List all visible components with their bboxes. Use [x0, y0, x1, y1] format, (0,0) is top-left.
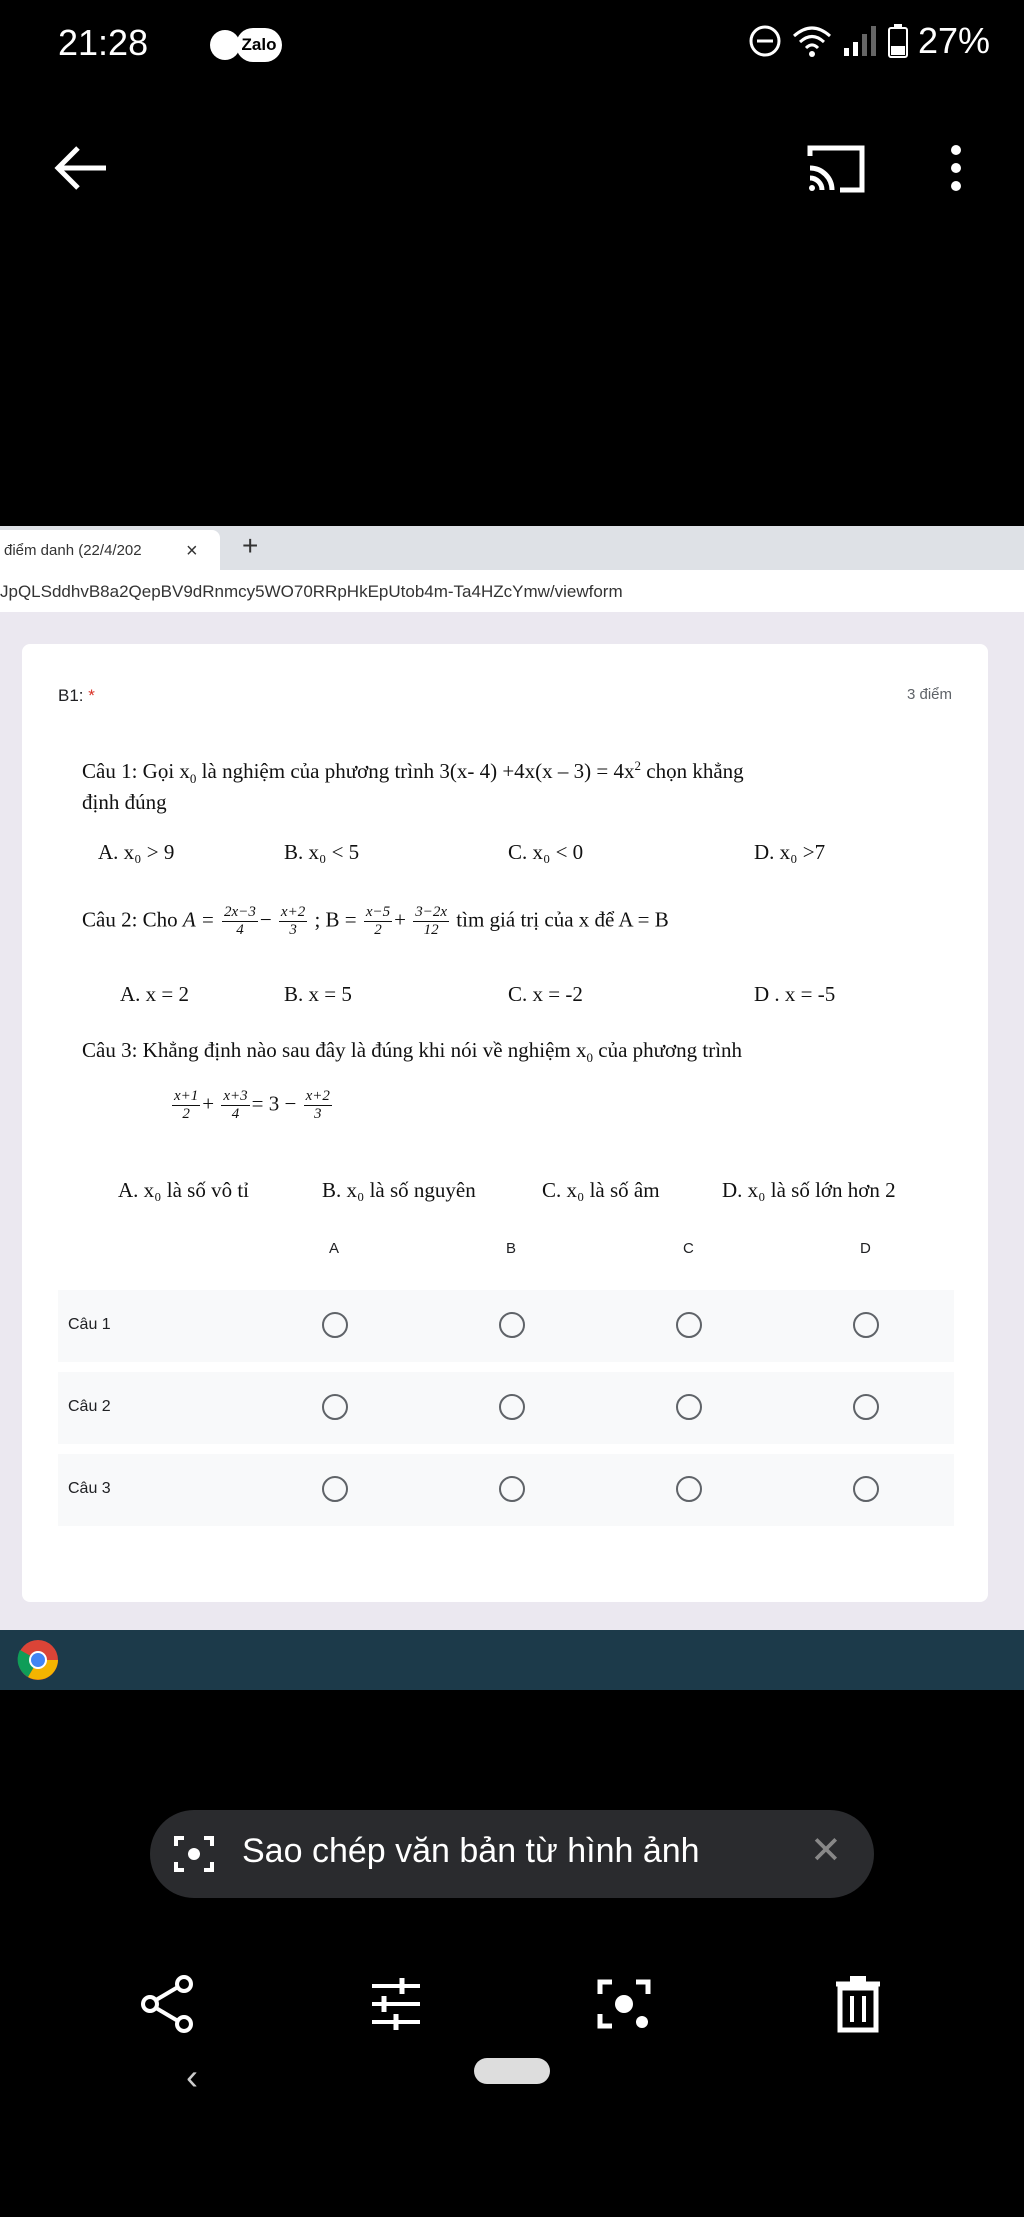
radio-cau1-a[interactable] — [322, 1312, 348, 1338]
wifi-icon — [792, 24, 832, 58]
radio-cau2-b[interactable] — [499, 1394, 525, 1420]
cau3-option-a: A. x₀ là số vô tỉ — [118, 1178, 249, 1202]
cau1-text-2: định đúng — [82, 790, 167, 814]
required-mark: * — [88, 686, 95, 705]
points-label: 3 điểm — [906, 686, 952, 703]
grid-row-label: Câu 2 — [68, 1398, 111, 1415]
cau2-text: Câu 2: Cho A = $\frac{2x-3}{4}$ − $\frac{x+2}{3}$ ; B = $\frac{x-5}{2}$ + $\frac{3-2x}{12}$ tìm giá trị của x để A = B — [82, 904, 669, 938]
grid-row-label: Câu 3 — [68, 1480, 111, 1497]
nav-back-button[interactable]: ‹ — [186, 2056, 198, 2097]
close-icon[interactable]: ✕ — [810, 1830, 842, 1872]
radio-cau3-a[interactable] — [322, 1476, 348, 1502]
cau1-option-c: C. x₀ < 0 — [508, 840, 584, 864]
cau2-option-d: D . x = -5 — [754, 982, 836, 1006]
battery-percent: 27% — [917, 20, 990, 61]
back-arrow-icon[interactable] — [44, 138, 114, 198]
more-vert-icon[interactable] — [936, 138, 976, 198]
cau1-option-b: B. x₀ < 5 — [284, 840, 360, 864]
grid-col-d: D — [860, 1240, 871, 1257]
browser-tab[interactable] — [0, 530, 220, 570]
question-title: B1: * — [58, 686, 95, 705]
new-tab-button[interactable]: + — [242, 530, 259, 561]
lens-text-icon — [170, 1830, 218, 1878]
zalo-icon: Zalo — [236, 28, 282, 62]
nav-home-pill[interactable] — [474, 2058, 550, 2084]
cau3-option-d: D. x₀ là số lớn hơn 2 — [722, 1178, 896, 1202]
cau2-option-a: A. x = 2 — [120, 982, 190, 1006]
dnd-icon — [748, 24, 782, 58]
cau3-text: Câu 3: Khẳng định nào sau đây là đúng khi nói về nghiệm $x_0$ của phương trình — [82, 1038, 743, 1066]
cau2-option-b: B. x = 5 — [284, 982, 352, 1006]
cast-icon[interactable] — [800, 138, 870, 198]
grid-row-cau1 — [58, 1290, 954, 1362]
grid-row-cau3 — [58, 1454, 954, 1526]
grid-row-label: Câu 1 — [68, 1316, 111, 1333]
radio-cau1-b[interactable] — [499, 1312, 525, 1338]
cau1-text: Câu 1: Gọi $x_0$ là nghiệm của phương trình 3(x- $4) +4x(x - 3) = 4x^2$ chọn khẳng — [82, 758, 744, 787]
address-bar[interactable] — [0, 570, 1024, 613]
tune-icon[interactable] — [364, 1972, 428, 2036]
cau1-option-d: D. x₀ >7 — [754, 840, 826, 864]
delete-icon[interactable] — [826, 1972, 890, 2036]
copy-text-label: Sao chép văn bản từ hình ảnh — [242, 1832, 700, 1870]
radio-cau2-d[interactable] — [853, 1394, 879, 1420]
url-text: JpQLSddhvB8a2QepBV9dRnmcy5WO70RRpHkEpUtob4m-Ta4HZcYmw/viewform — [0, 582, 623, 601]
grid-col-b: B — [506, 1240, 517, 1257]
radio-cau3-d[interactable] — [853, 1476, 879, 1502]
status-icons — [748, 20, 990, 62]
radio-cau3-c[interactable] — [676, 1476, 702, 1502]
grid-col-c: C — [683, 1240, 694, 1257]
chrome-icon — [16, 1638, 60, 1682]
cau3-option-b: B. x₀ là số nguyên — [322, 1178, 476, 1202]
tab-bar — [0, 526, 1024, 570]
radio-cau2-a[interactable] — [322, 1394, 348, 1420]
taskbar-strip — [0, 1630, 1024, 1690]
cau3-option-c: C. x₀ là số âm — [542, 1178, 660, 1202]
lens-icon[interactable] — [592, 1972, 656, 2036]
radio-cau3-b[interactable] — [499, 1476, 525, 1502]
signal-icon — [842, 24, 878, 58]
battery-icon — [888, 24, 908, 58]
cau2-option-c: C. x = -2 — [508, 982, 583, 1006]
grid-col-a: A — [329, 1240, 340, 1257]
browser-screenshot — [0, 526, 1024, 1690]
radio-cau1-d[interactable] — [853, 1312, 879, 1338]
status-time: 21:28 — [58, 22, 149, 63]
cau3-equation: $\frac{x+1}{2}$ + $\frac{x+3}{4}$ = 3 − $\frac{x+2}{3}$ — [174, 1088, 330, 1122]
share-icon[interactable] — [136, 1972, 200, 2036]
cau1-option-a: A. x₀ > 9 — [98, 840, 175, 864]
tab-close-icon[interactable]: × — [186, 540, 198, 562]
grid-row-cau2 — [58, 1372, 954, 1444]
tab-title: điểm danh (22/4/202 — [4, 541, 142, 559]
radio-cau2-c[interactable] — [676, 1394, 702, 1420]
question-card — [22, 644, 988, 1602]
radio-cau1-c[interactable] — [676, 1312, 702, 1338]
